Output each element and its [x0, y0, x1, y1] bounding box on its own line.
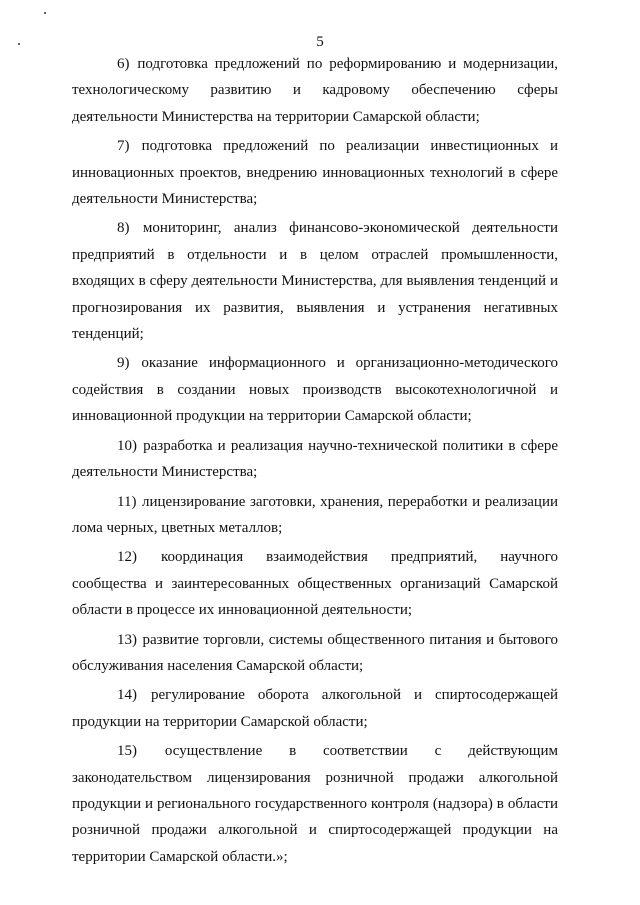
list-item [72, 133, 558, 212]
item-text: лицензирование заготовки, хранения, переработки и реализации лома черных, цветных металлов; [72, 493, 558, 536]
item-text: координация взаимодействия предприятий, научного сообщества и заинтересованных общественных организаций Самарской области в процессе их инновационной деятельности; [72, 549, 558, 619]
item-number: 15) [117, 743, 137, 760]
list-item [72, 51, 558, 130]
item-text: разработка и реализация научно-технической политики в сфере деятельности Министерства; [72, 437, 559, 481]
item-number: 6) [117, 56, 130, 72]
item-text: оказание информационного и организационно-методического содействия в создании новых производств высокотехнологичной и инновационной продукции на территории Самарской области; [72, 355, 558, 425]
scan-speck [44, 12, 46, 14]
list-item [72, 627, 558, 680]
list-item [72, 433, 558, 486]
item-text: регулирование оборота алкогольной и спиртосодержащей продукции на территории Самарской области; [72, 687, 559, 730]
item-text: подготовка предложений по реализации инвестиционных и инновационных проектов, внедрению инновационных технологий в сфере деятельности Министерства; [72, 138, 558, 208]
item-text: мониторинг, анализ финансово-экономической деятельности предприятий в отдельности и в целом отраслей промышленности, входящих в сферу деятельности Министерства, для выявления тенденций и прогнозирования их развития, выявления и устранения негативных тенденций; [72, 220, 558, 343]
item-number: 11) [117, 493, 137, 510]
item-text: развитие торговли, системы общественного питания и бытового обслуживания населения Самарской области; [72, 631, 558, 674]
page-number: 5 [316, 34, 324, 50]
item-number: 7) [117, 138, 130, 155]
list-item [72, 738, 558, 870]
item-number: 12) [117, 549, 137, 566]
list-item [72, 350, 558, 429]
list-item [72, 489, 558, 542]
item-text: подготовка предложений по реформированию и модернизации, технологическому развитию и кадровому обеспечению сферы деятельности Министерства на территории Самарской области; [72, 56, 559, 125]
item-number: 13) [117, 631, 137, 648]
item-number: 14) [117, 687, 137, 704]
document-body [72, 51, 558, 873]
list-item [72, 544, 558, 623]
item-text: осуществление в соответствии с действующим законодательством лицензирования розничной продажи алкогольной продукции и регионального государственного контроля (надзора) в области розничной продажи алкогольной и спиртосодержащей продукции на территории Самарской области.»; [72, 743, 558, 865]
item-number: 8) [117, 220, 130, 237]
list-item [72, 682, 558, 735]
list-item [72, 215, 558, 347]
item-number: 9) [117, 355, 130, 372]
item-number: 10) [117, 437, 137, 454]
